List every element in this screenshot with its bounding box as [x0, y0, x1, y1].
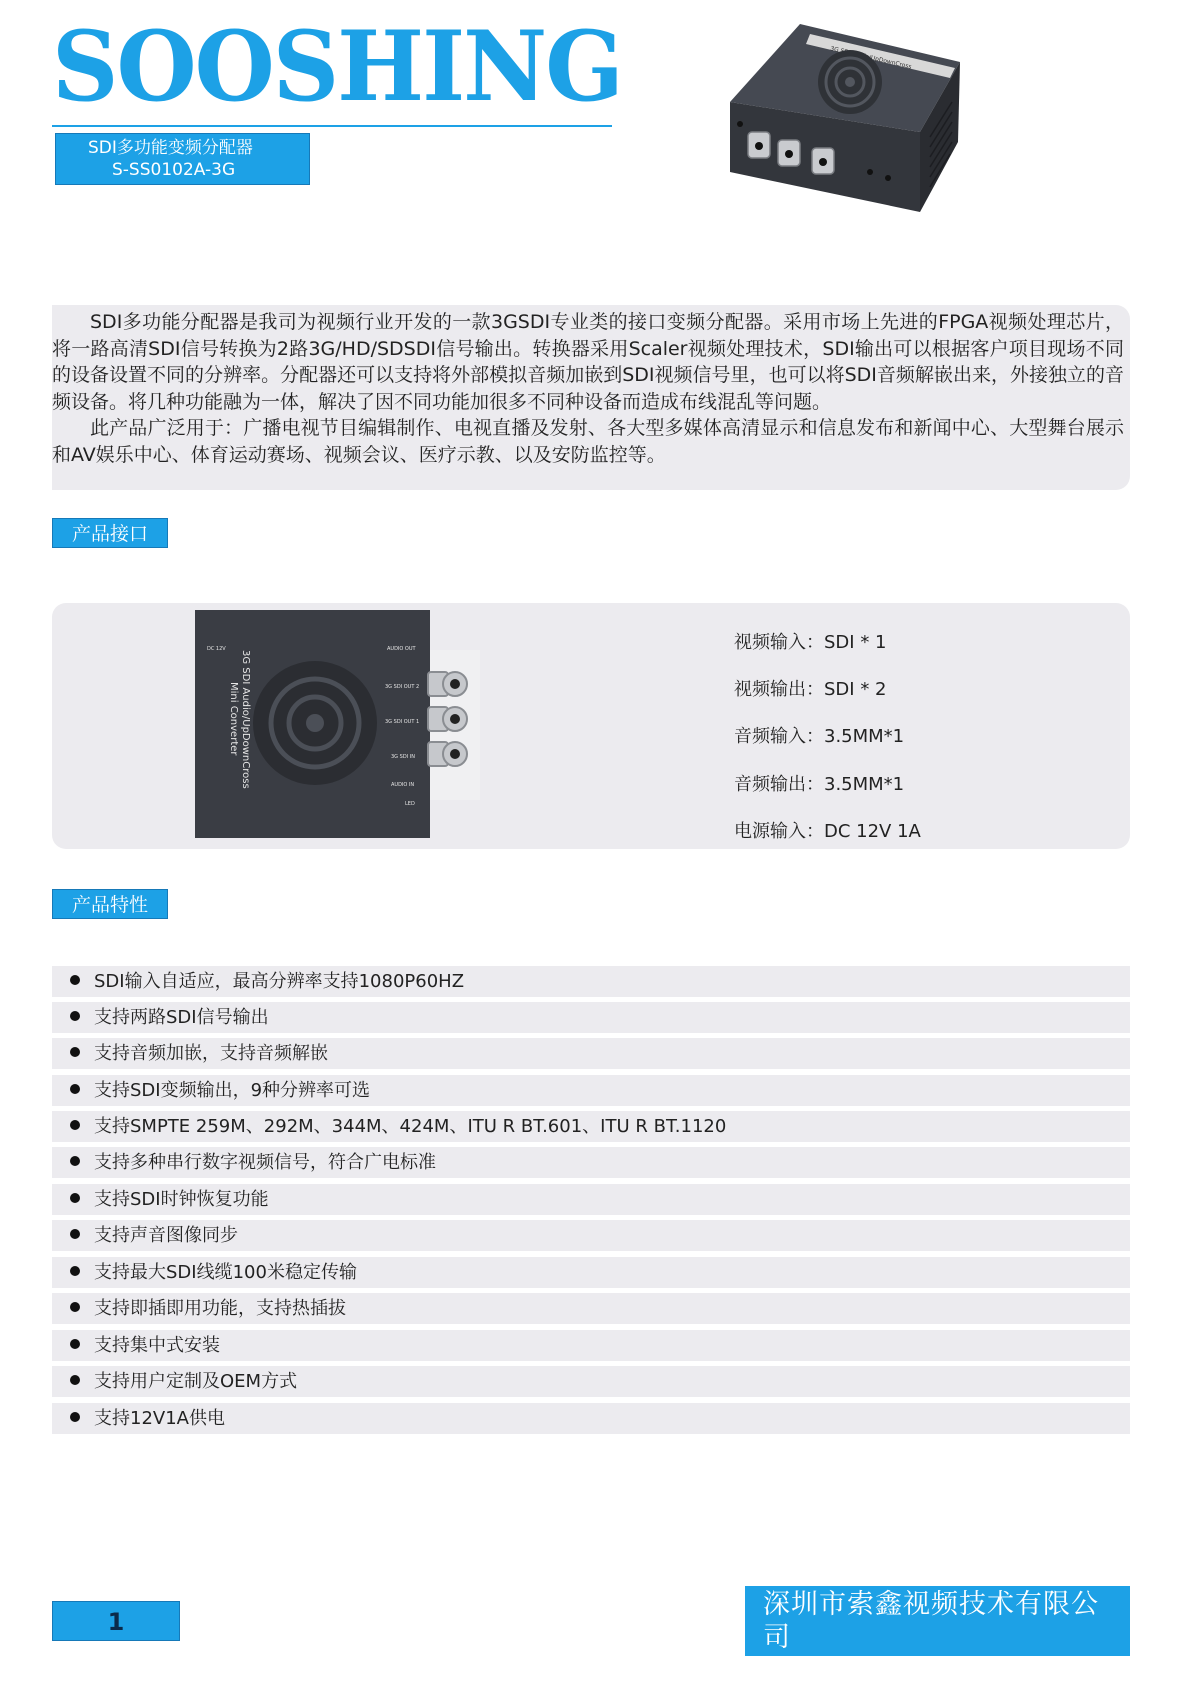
bullet-icon	[70, 1375, 80, 1385]
hero-device-label: 3G Audio/UpDownCross	[829, 45, 913, 71]
bullet-icon	[70, 975, 80, 985]
bullet-icon	[70, 1302, 80, 1312]
interfaces-heading: 产品接口	[52, 518, 168, 548]
product-name: SDI多功能变频分配器	[88, 138, 253, 158]
company-name: 深圳市索鑫视频技术有限公司	[763, 1589, 1099, 1653]
spec-power-input: 电源输入：DC 12V 1A	[734, 821, 921, 842]
features-heading: 产品特性	[52, 889, 168, 919]
feature-item: 支持即插即用功能，支持热插拔	[52, 1293, 1130, 1324]
feature-item: 支持用户定制及OEM方式	[52, 1366, 1130, 1397]
description-paragraph-2: 此产品广泛用于：广播电视节目编辑制作、电视直播及发射、各大型多媒体高清显示和信息发布和新闻中心、大型舞台展示和AV娱乐中心、体育运动赛场、视频会议、医疗示教、以及安防监控等。	[52, 417, 1124, 466]
feature-item: 支持SDI变频输出，9种分辨率可选	[52, 1075, 1130, 1106]
port-dc-label: DC 12V	[207, 646, 226, 652]
product-description	[52, 305, 1130, 490]
feature-item: 支持12V1A供电	[52, 1403, 1130, 1434]
feature-item: 支持多种串行数字视频信号，符合广电标准	[52, 1147, 1130, 1178]
spec-audio-output: 音频输出：3.5MM*1	[734, 774, 905, 795]
feature-item: 支持SMPTE 259M、292M、344M、424M、ITU R BT.601、ITU R BT.1120	[52, 1111, 1130, 1142]
bullet-icon	[70, 1120, 80, 1130]
port-audio-in-label: AUDIO IN	[391, 782, 415, 788]
bullet-icon	[70, 1084, 80, 1094]
bullet-icon	[70, 1193, 80, 1203]
port-sdi-out1-label: 3G SDI OUT 1	[385, 719, 420, 725]
feature-item: 支持集中式安装	[52, 1330, 1130, 1361]
spec-audio-input: 音频输入：3.5MM*1	[734, 726, 905, 747]
page-number: 1	[52, 1601, 180, 1641]
bullet-icon	[70, 1156, 80, 1166]
description-paragraph-1: SDI多功能分配器是我司为视频行业开发的一款3GSDI专业类的接口变频分配器。采用市场上先进的FPGA视频处理芯片，将一路高清SDI信号转换为2路3G/HD/SDSDI信号输出。转换器采用Scaler视频处理技术，SDI输出可以根据客户项目现场不同的设备设置不同的分辨率。分配器还可以支持将外部模拟音频加嵌到SDI视频信号里，也可以将SDI音频解嵌出来，外接独立的音频设备。将几种功能融为一体，解决了因不同功能加很多不同种设备而造成布线混乱等问题。	[52, 311, 1124, 413]
model-label-box	[55, 133, 310, 185]
brand-logo: SOOSHING	[52, 9, 622, 123]
feature-item: SDI输入自适应，最高分辨率支持1080P60HZ	[52, 966, 1130, 997]
model-number: S-SS0102A-3G	[112, 160, 236, 180]
port-sdi-in-label: 3G SDI IN	[391, 754, 415, 760]
bullet-icon	[70, 1229, 80, 1239]
device-panel-image	[195, 610, 485, 840]
port-sdi-out2-label: 3G SDI OUT 2	[385, 684, 420, 690]
feature-item: 支持声音图像同步	[52, 1220, 1130, 1251]
feature-item: 支持两路SDI信号输出	[52, 1002, 1130, 1033]
bullet-icon	[70, 1339, 80, 1349]
spec-video-output: 视频输出：SDI * 2	[734, 679, 887, 700]
feature-item: 支持音频加嵌，支持音频解嵌	[52, 1038, 1130, 1069]
spec-video-input: 视频输入：SDI * 1	[734, 632, 887, 653]
bullet-icon	[70, 1266, 80, 1276]
port-audio-out-label: AUDIO OUT	[387, 646, 416, 652]
bullet-icon	[70, 1047, 80, 1057]
feature-item: 支持最大SDI线缆100米稳定传输	[52, 1257, 1130, 1288]
bullet-icon	[70, 1011, 80, 1021]
panel-label-main: 3G SDI Audio/UpDownCross	[240, 650, 251, 789]
port-led-label: LED	[405, 801, 415, 807]
brand-divider	[52, 125, 612, 127]
bullet-icon	[70, 1412, 80, 1422]
feature-item: 支持SDI时钟恢复功能	[52, 1184, 1130, 1215]
product-photo	[730, 22, 990, 232]
panel-label-sub: Mini Converter	[228, 682, 239, 756]
company-info	[745, 1586, 1130, 1686]
company-website[interactable]: http://www.sooshing.com	[763, 1655, 1128, 1686]
